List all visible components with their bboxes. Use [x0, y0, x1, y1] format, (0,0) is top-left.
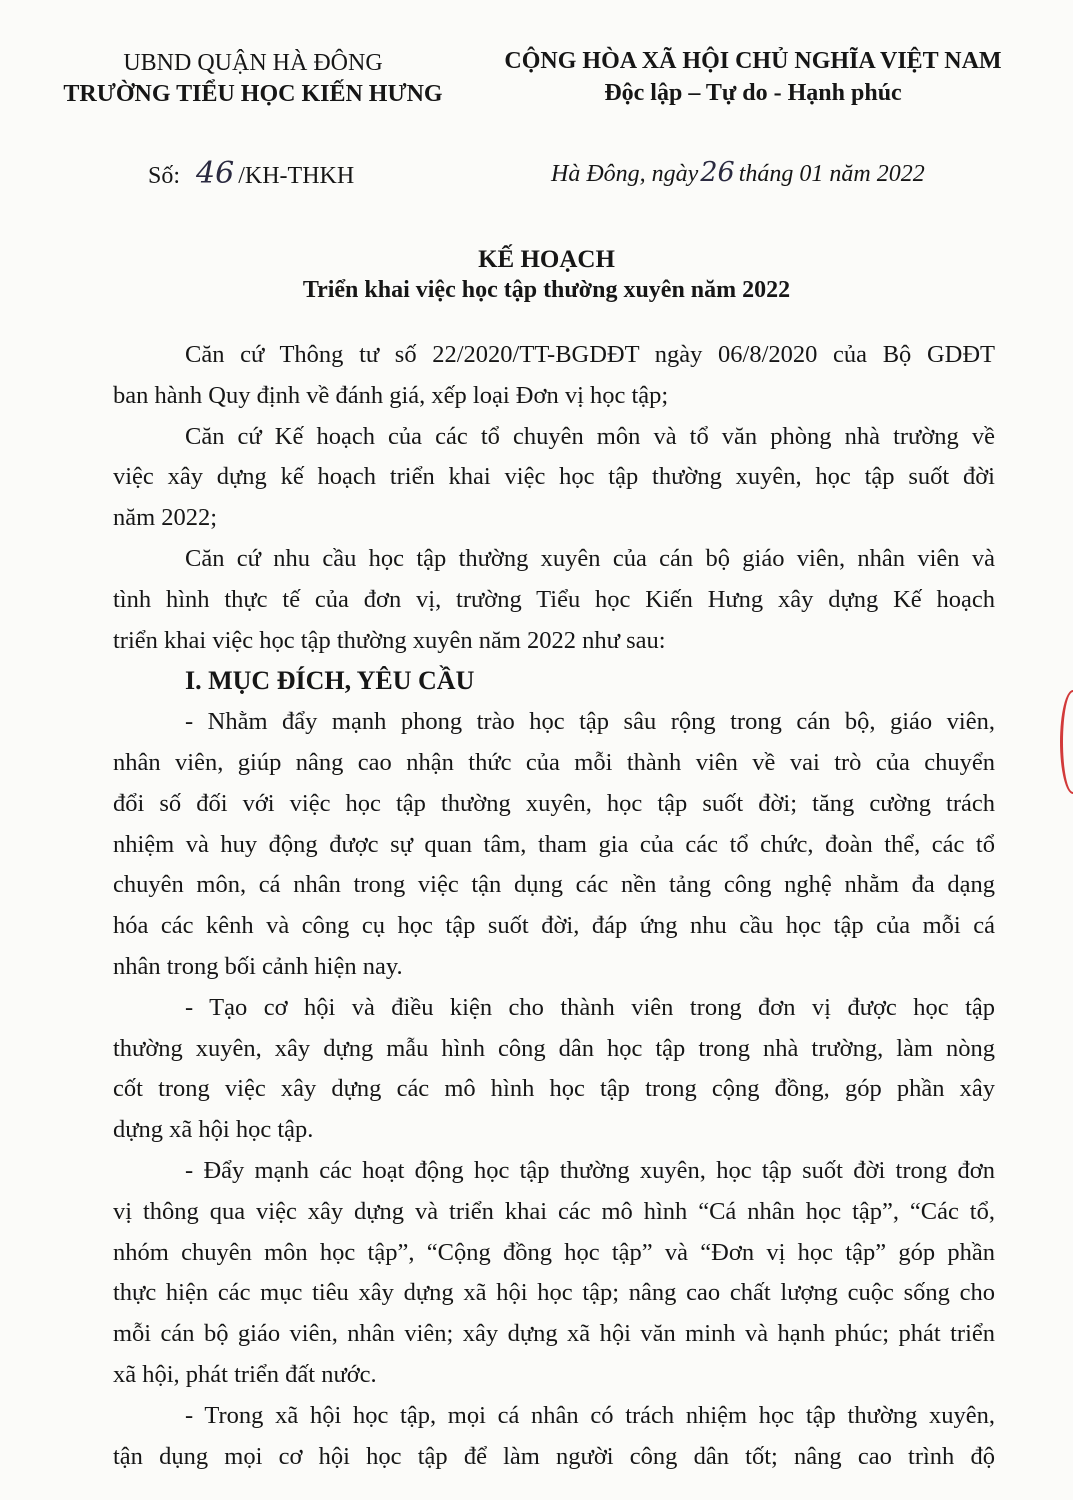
document-date — [551, 157, 925, 188]
body-line: mỗi cán bộ giáo viên, nhân viên; xây dựng xã hội văn minh và hạnh phúc; phát triển — [113, 1320, 995, 1348]
body-line: vị thông qua việc xây dựng và triển khai các mô hình “Cá nhân học tập”, “Các tổ, — [113, 1197, 995, 1225]
body-line: thường xuyên, xây dựng mẫu hình công dân học tập trong nhà trường, làm nòng — [113, 1034, 995, 1062]
body-line: cốt trong việc xây dựng các mô hình học tập trong cộng đồng, góp phần xây — [113, 1075, 995, 1103]
body-line: nhân viên, giúp nâng cao nhận thức của mỗi thành viên về vai trò của chuyển — [113, 749, 995, 776]
body-line: nhóm chuyên môn học tập”, “Cộng đồng học tập” và “Đơn vị học tập” góp phần — [113, 1238, 995, 1266]
handwritten-day: 26 — [700, 157, 735, 188]
body-line: hóa các kênh và công cụ học tập suốt đời, đáp ứng nhu cầu học tập của mỗi cá — [113, 912, 995, 940]
motto: Độc lập – Tự do - Hạnh phúc — [604, 80, 902, 106]
body-line: Căn cứ nhu cầu học tập thường xuyên của cán bộ giáo viên, nhân viên và — [185, 545, 995, 572]
body-line: - Nhằm đẩy mạnh phong trào học tập sâu rộng trong cán bộ, giáo viên, — [185, 708, 995, 736]
body-line: - Trong xã hội học tập, mọi cá nhân có trách nhiệm học tập thường xuyên, — [185, 1401, 995, 1429]
document-number — [148, 156, 354, 191]
body-line: nhân trong bối cảnh hiện nay. — [113, 953, 403, 980]
body-line: dựng xã hội học tập. — [113, 1116, 314, 1144]
red-stamp — [1060, 690, 1073, 794]
body-line: ban hành Quy định về đánh giá, xếp loại Đơn vị học tập; — [113, 381, 669, 409]
body-line: tình hình thực tế của đơn vị, trường Tiểu học Kiến Hưng xây dựng Kế hoạch — [113, 585, 995, 613]
body-line: Căn cứ Kế hoạch của các tổ chuyên môn và tổ văn phòng nhà trường về — [185, 422, 995, 450]
body-line: việc xây dựng kế hoạch triển khai việc học tập thường xuyên, học tập suốt đời — [113, 463, 995, 491]
body-line: đổi số đối với việc học tập thường xuyên, học tập suốt đời; tăng cường trách — [113, 789, 995, 817]
date-prefix: Hà Đông, ngày — [551, 161, 699, 187]
number-suffix: /KH-THKH — [238, 163, 355, 189]
org-name: TRƯỜNG TIỂU HỌC KIẾN HƯNG — [63, 81, 443, 107]
body-line: năm 2022; — [113, 504, 218, 532]
handwritten-number: 46 — [196, 156, 235, 191]
body-line: - Tạo cơ hội và điều kiện cho thành viên trong đơn vị được học tập — [185, 993, 995, 1021]
body-line: xã hội, phát triển đất nước. — [113, 1361, 377, 1388]
body-line: nhiệm và huy động được sự quan tâm, tham gia của các tổ chức, đoàn thể, các tổ — [113, 830, 995, 858]
document-title: KẾ HOẠCH — [478, 246, 615, 273]
org-parent: UBND QUẬN HÀ ĐÔNG — [123, 50, 383, 76]
body-line: triển khai việc học tập thường xuyên năm 2022 như sau: — [113, 626, 666, 654]
number-prefix: Số: — [148, 163, 181, 189]
section-heading: I. MỤC ĐÍCH, YÊU CẦU — [185, 666, 475, 696]
body-line: Căn cứ Thông tư số 22/2020/TT-BGDĐT ngày 06/8/2020 của Bộ GDĐT — [185, 341, 995, 368]
body-line: - Đẩy mạnh các hoạt động học tập thường xuyên, học tập suốt đời trong đơn — [185, 1157, 995, 1184]
body-line: thực hiện các mục tiêu xây dựng xã hội học tập; nâng cao chất lượng cuộc sống cho — [113, 1279, 995, 1307]
country-name: CỘNG HÒA XÃ HỘI CHỦ NGHĨA VIỆT NAM — [504, 48, 1002, 74]
document-subtitle: Triển khai việc học tập thường xuyên năm 2022 — [302, 277, 791, 303]
body-line: chuyên môn, cá nhân trong việc tận dụng các nền tảng công nghệ nhằm đa dạng — [113, 871, 995, 899]
date-suffix: tháng 01 năm 2022 — [738, 161, 925, 187]
body-line: tận dụng mọi cơ hội học tập để làm người công dân tốt; nâng cao trình độ — [113, 1442, 995, 1470]
